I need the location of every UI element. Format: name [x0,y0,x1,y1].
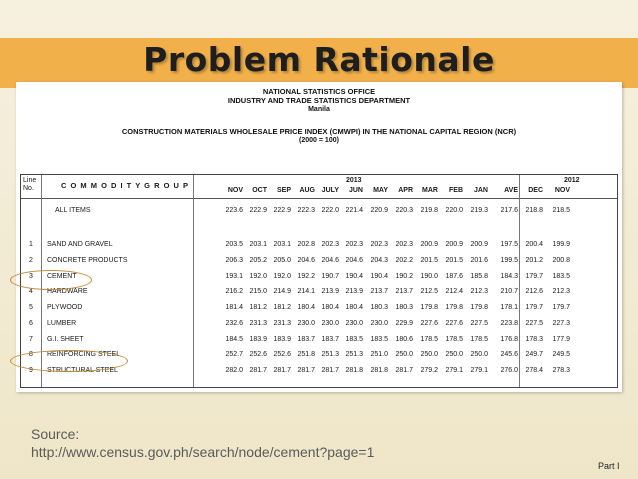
index-value: 213.7 [395,288,413,295]
index-value: 184.3 [500,273,518,280]
index-value: 202.3 [370,241,388,248]
index-value: 199.5 [500,257,518,264]
column-header: JULY [321,187,339,194]
index-value: 213.7 [370,288,388,295]
index-value: 184.5 [225,336,243,343]
line-number: 8 [29,351,33,358]
index-value: 220.9 [370,207,388,214]
index-value: 278.4 [525,367,543,374]
index-value: 179.7 [525,304,543,311]
index-value: 281.8 [345,367,363,374]
index-value: 201.6 [470,257,488,264]
line-number: 9 [29,367,33,374]
index-value: 193.1 [225,273,243,280]
commodity-name: HARDWARE [47,288,88,295]
department-heading: INDUSTRY AND TRADE STATISTICS DEPARTMENT [227,96,411,105]
column-header: AUG [299,187,315,194]
header-divider [21,198,617,199]
line-number: 3 [29,273,33,280]
commodity-group-header: C O M M O D I T Y G R O U P [61,181,189,190]
index-value: 222.3 [297,207,315,214]
index-value: 219.8 [420,207,438,214]
line-header: No. [23,185,34,192]
column-header: DEC [528,187,543,194]
commodity-name: SAND AND GRAVEL [47,241,113,248]
index-value: 179.8 [445,304,463,311]
source-label: Source: [31,426,80,442]
index-value: 179.7 [525,273,543,280]
index-value: 190.4 [370,273,388,280]
index-value: 202.3 [395,241,413,248]
index-value: 178.5 [445,336,463,343]
index-value: 180.6 [395,336,413,343]
index-value: 223.6 [225,207,243,214]
index-value: 251.8 [297,351,315,358]
column-divider [193,175,194,387]
index-value: 178.3 [525,336,543,343]
census-table-image [16,82,622,392]
index-value: 229.9 [395,320,413,327]
index-value: 230.0 [345,320,363,327]
index-value: 180.3 [370,304,388,311]
index-value: 201.5 [445,257,463,264]
index-value: 212.4 [445,288,463,295]
index-value: 222.9 [273,207,291,214]
index-value: 180.4 [297,304,315,311]
index-value: 202.3 [321,241,339,248]
index-value: 202.3 [345,241,363,248]
index-value: 183.9 [249,336,267,343]
index-value: 204.6 [297,257,315,264]
index-value: 212.5 [420,288,438,295]
index-value: 227.5 [525,320,543,327]
index-value: 279.2 [420,367,438,374]
column-header: MAY [373,187,388,194]
index-value: 227.3 [552,320,570,327]
index-value: 278.3 [552,367,570,374]
index-value: 177.9 [552,336,570,343]
index-value: 281.7 [395,367,413,374]
index-value: 203.1 [249,241,267,248]
index-value: 218.5 [552,207,570,214]
index-value: 181.4 [225,304,243,311]
index-value: 220.3 [395,207,413,214]
index-value: 281.8 [370,367,388,374]
column-header: MAR [422,187,438,194]
commodity-name: CONCRETE PRODUCTS [47,257,128,264]
commodity-name: CEMENT [47,273,77,280]
index-value: 281.7 [321,367,339,374]
index-value: 183.9 [273,336,291,343]
index-value: 204.6 [345,257,363,264]
index-value: 252.6 [273,351,291,358]
index-value: 180.4 [321,304,339,311]
index-value: 200.4 [525,241,543,248]
index-value: 227.5 [470,320,488,327]
index-value: 200.9 [470,241,488,248]
column-header: NOV [554,187,570,194]
index-value: 192.0 [249,273,267,280]
index-value: 201.5 [420,257,438,264]
slide-title: Problem Rationale [143,40,495,79]
index-value: 183.5 [345,336,363,343]
index-value: 281.7 [249,367,267,374]
part-label: Part I [598,461,620,471]
line-number: 6 [29,320,33,327]
cement-highlight-circle [10,270,92,290]
index-value: 200.9 [420,241,438,248]
index-value: 214.9 [273,288,291,295]
year-2012-header: 2012 [564,177,580,184]
column-header: SEP [276,187,291,194]
index-value: 215.0 [249,288,267,295]
index-value: 281.7 [273,367,291,374]
index-value: 250.0 [395,351,413,358]
index-value: 230.0 [297,320,315,327]
column-header: NOV [227,187,243,194]
index-value: 202.2 [395,257,413,264]
index-value: 181.2 [273,304,291,311]
index-value: 230.0 [370,320,388,327]
index-value: 250.0 [445,351,463,358]
column-header: FEB [449,187,463,194]
office-heading: NATIONAL STATISTICS OFFICE [262,87,376,96]
index-value: 245.6 [500,351,518,358]
commodity-name: PLYWOOD [47,304,83,311]
index-value: 252.7 [225,351,243,358]
index-value: 178.5 [470,336,488,343]
index-value: 183.7 [321,336,339,343]
index-value: 251.3 [345,351,363,358]
index-value: 183.7 [297,336,315,343]
index-value: 210.7 [500,288,518,295]
index-value: 203.5 [225,241,243,248]
index-value: 212.3 [552,288,570,295]
index-value: 205.2 [249,257,267,264]
index-value: 179.8 [420,304,438,311]
index-value: 203.1 [273,241,291,248]
index-value: 216.2 [225,288,243,295]
index-value: 190.7 [321,273,339,280]
column-header: APR [398,187,413,194]
index-value: 178.5 [420,336,438,343]
commodity-name: STRUCTURAL STEEL [47,367,118,374]
index-value: 279.1 [445,367,463,374]
index-value: 192.2 [297,273,315,280]
index-value: 220.0 [445,207,463,214]
line-number: 1 [29,241,33,248]
index-value: 221.4 [345,207,363,214]
index-value: 179.8 [470,304,488,311]
index-value: 201.2 [525,257,543,264]
index-value: 213.9 [321,288,339,295]
index-value: 180.3 [395,304,413,311]
line-number: 2 [29,257,33,264]
index-value: 249.5 [552,351,570,358]
column-header: JUN [348,187,363,194]
index-value: 230.0 [321,320,339,327]
index-value: 250.0 [420,351,438,358]
index-value: 249.7 [525,351,543,358]
index-value: 197.5 [500,241,518,248]
column-header: OCT [252,187,267,194]
index-value: 183.5 [370,336,388,343]
index-value: 199.9 [552,241,570,248]
index-value: 250.0 [470,351,488,358]
commodity-name: LUMBER [47,320,77,327]
commodity-name: ALL ITEMS [55,207,91,214]
index-value: 180.4 [345,304,363,311]
index-value: 200.8 [552,257,570,264]
index-value: 217.6 [500,207,518,214]
index-value: 190.2 [395,273,413,280]
index-value: 222.9 [249,207,267,214]
commodity-name: REINFORCING STEEL [47,351,121,358]
index-value: 212.6 [525,288,543,295]
year-2013-header: 2013 [346,177,362,184]
table-title: CONSTRUCTION MATERIALS WHOLESALE PRICE INDEX (CMWPI) IN THE NATIONAL CAPITAL REGION (NCR) [121,127,517,136]
index-value: 251.3 [321,351,339,358]
index-value: 204.6 [321,257,339,264]
index-value: 176.8 [500,336,518,343]
line-number: 5 [29,304,33,311]
index-value: 183.5 [552,273,570,280]
index-value: 227.6 [445,320,463,327]
index-value: 231.3 [273,320,291,327]
index-value: 206.3 [225,257,243,264]
index-value: 223.8 [500,320,518,327]
line-number: 4 [29,288,33,295]
reinforcing-steel-highlight-circle [10,350,128,372]
line-header: Line [23,177,37,184]
line-number: 7 [29,336,33,343]
index-value: 279.1 [470,367,488,374]
index-value: 204.3 [370,257,388,264]
index-value: 205.0 [273,257,291,264]
source-link[interactable]: http://www.census.gov.ph/search/node/cement?page=1 [31,444,375,460]
city-heading: Manila [308,106,330,113]
base-year-note: (2000 = 100) [299,137,339,144]
index-value: 227.6 [420,320,438,327]
index-value: 185.8 [470,273,488,280]
index-value: 281.7 [297,367,315,374]
index-value: 218.8 [525,207,543,214]
index-value: 214.1 [297,288,315,295]
index-value: 282.0 [225,367,243,374]
index-value: 232.6 [225,320,243,327]
index-value: 213.9 [345,288,363,295]
index-value: 222.0 [321,207,339,214]
index-value: 181.2 [249,304,267,311]
commodity-name: G.I. SHEET [47,336,84,343]
index-value: 231.3 [249,320,267,327]
index-value: 190.0 [420,273,438,280]
column-header: AVE [504,187,518,194]
index-value: 190.4 [345,273,363,280]
index-value: 200.9 [445,241,463,248]
index-value: 187.6 [445,273,463,280]
index-value: 212.3 [470,288,488,295]
index-value: 252.6 [249,351,267,358]
index-value: 178.1 [500,304,518,311]
index-value: 276.0 [500,367,518,374]
index-value: 192.0 [273,273,291,280]
index-value: 251.0 [370,351,388,358]
column-header: JAN [473,187,488,194]
index-value: 179.7 [552,304,570,311]
column-divider [519,175,520,387]
index-value: 202.8 [297,241,315,248]
index-value: 219.3 [470,207,488,214]
